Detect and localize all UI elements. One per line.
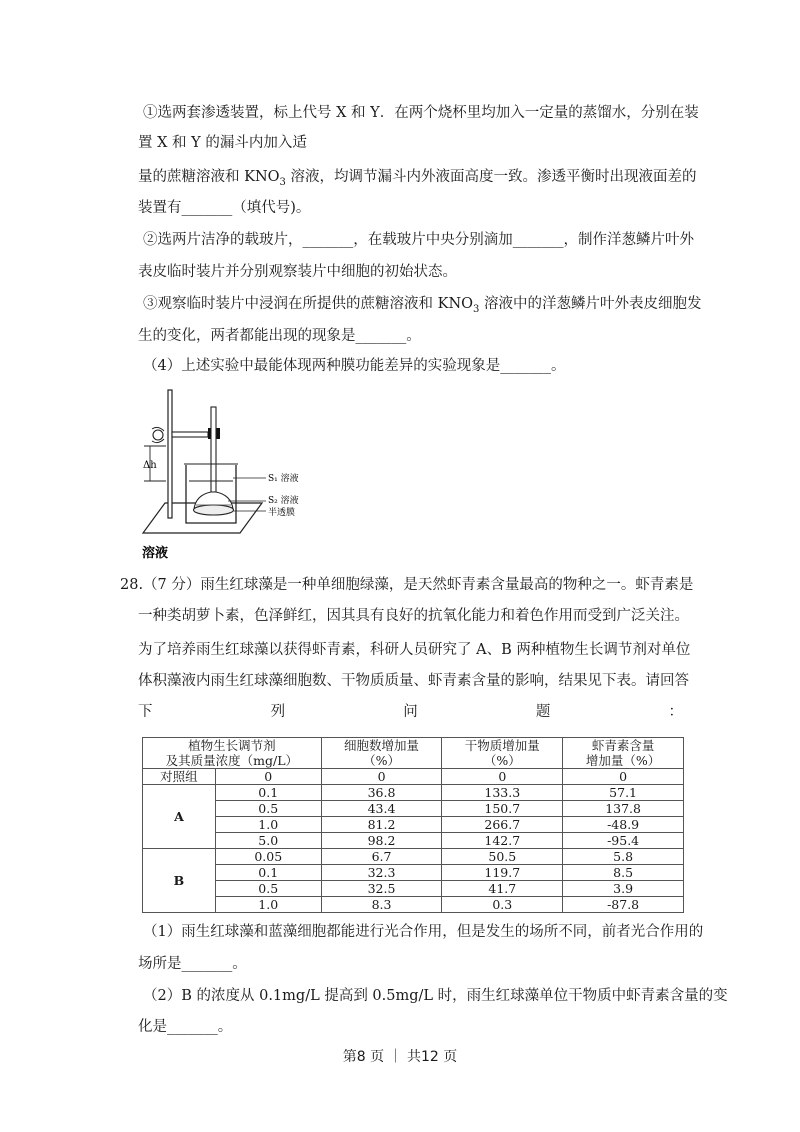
q28-word: 问 xyxy=(403,704,418,720)
q28-word: 列 xyxy=(270,704,286,720)
cell-dry: 133.3 xyxy=(442,785,563,801)
cell-astax: -48.9 xyxy=(563,817,684,833)
semipermeable-membrane xyxy=(194,505,234,515)
cell-astax: -95.4 xyxy=(563,833,684,849)
cell-conc: 1.0 xyxy=(215,817,321,833)
cell-cells: 8.3 xyxy=(321,897,442,913)
cell-astax: 0 xyxy=(563,769,684,785)
cell-cells: 6.7 xyxy=(321,849,442,865)
cell-conc: 0.05 xyxy=(215,849,321,865)
table-row xyxy=(143,897,684,913)
header-text: 干物质增加量 xyxy=(464,738,540,753)
table-row xyxy=(143,801,684,817)
step3-line1-post: 溶液中的洋葱鳞片叶外表皮细胞发 xyxy=(479,296,702,312)
step2-line1: ②选两片洁净的载玻片，_______，在载玻片中央分别滴加_______，制作洋葱鳞片叶外 xyxy=(143,232,694,248)
page-footer: 第8 页 ｜ 共12 页 xyxy=(342,1049,458,1065)
step1-line3 xyxy=(138,167,697,193)
header-regulator xyxy=(143,738,322,769)
cell-astax: 8.5 xyxy=(563,865,684,881)
step1-line2: 置 X 和 Y 的漏斗内加入适 xyxy=(138,135,307,151)
header-text: （%） xyxy=(483,753,521,768)
cell-cells: 0 xyxy=(321,769,442,785)
cell-cells: 81.2 xyxy=(321,817,442,833)
cell-conc: 0.1 xyxy=(215,865,321,881)
sub-question1-line1: （1）雨生红球藻和蓝藻细胞都能进行光合作用，但是发生的场所不同，前者光合作用的 xyxy=(143,924,704,940)
header-text: 及其质量浓度（mg/L） xyxy=(165,753,299,768)
table-row xyxy=(143,881,684,897)
step3-line2: 生的变化，两者都能出现的现象是_______。 xyxy=(138,328,421,344)
cell-conc: 5.0 xyxy=(215,833,321,849)
group-a-label: A xyxy=(143,785,216,849)
control-label: 对照组 xyxy=(143,769,216,785)
cell-cells: 43.4 xyxy=(321,801,442,817)
table-row xyxy=(143,849,684,865)
cell-conc: 0.1 xyxy=(215,785,321,801)
sub-question1-line2: 场所是_______。 xyxy=(138,956,247,972)
header-text: 细胞数增加量 xyxy=(344,738,420,753)
header-text: 虾青素含量 xyxy=(591,738,655,753)
q28-line2: 一种类胡萝卜素，色泽鲜红，因其具有良好的抗氧化能力和着色作用而受到广泛关注。 xyxy=(138,608,689,624)
cell-astax: 57.1 xyxy=(563,785,684,801)
cell-dry: 50.5 xyxy=(442,849,563,865)
table-row xyxy=(143,865,684,881)
header-astaxanthin xyxy=(563,738,684,769)
stand-pole xyxy=(168,390,172,518)
sub-question2-line1: （2）B 的浓度从 0.1mg/L 提高到 0.5mg/L 时，雨生红球藻单位干物质中虾青素含量的变 xyxy=(143,988,728,1004)
s1-label: S₁ 溶液 xyxy=(268,474,299,484)
kno3-subscript: 3 xyxy=(473,303,480,315)
results-table xyxy=(142,737,684,913)
cell-conc: 0.5 xyxy=(215,801,321,817)
table-header-row xyxy=(143,738,684,769)
cell-astax: 3.9 xyxy=(563,881,684,897)
table-row xyxy=(143,817,684,833)
cell-cells: 32.3 xyxy=(321,865,442,881)
q28-word: 题 xyxy=(535,704,551,720)
cell-cells: 32.5 xyxy=(321,881,442,897)
cell-astax: -87.8 xyxy=(563,897,684,913)
header-text: （%） xyxy=(363,753,400,768)
sub-question2-line2: 化是_______。 xyxy=(138,1019,233,1035)
clamp-screw xyxy=(153,430,163,440)
header-text: 植物生长调节剂 xyxy=(188,738,276,753)
q28-word: ： xyxy=(668,704,683,720)
table-row xyxy=(143,785,684,801)
q28-line3: 为了培养雨生红球藻以获得虾青素，科研人员研究了 A、B 两种植物生长调节剂对单位 xyxy=(138,642,691,658)
header-dry-mass xyxy=(442,738,563,769)
cell-conc: 0 xyxy=(215,769,321,785)
clamp-arm xyxy=(172,432,208,437)
step1-line4: 装置有_______（填代号)。 xyxy=(138,200,311,216)
step3-line1 xyxy=(143,294,702,320)
cell-astax: 5.8 xyxy=(563,849,684,865)
osmosis-apparatus-figure xyxy=(140,385,330,565)
cell-dry: 41.7 xyxy=(442,881,563,897)
cell-conc: 0.5 xyxy=(215,881,321,897)
table-row xyxy=(143,769,684,785)
q28-word: 下 xyxy=(138,704,153,720)
q28-line5 xyxy=(138,702,683,722)
q28-line1: 28.（7 分）雨生红球藻是一种单细胞绿藻，是天然虾青素含量最高的物种之一。虾青素是 xyxy=(120,577,694,593)
q28-line4: 体积藻液内雨生红球藻细胞数、干物质质量、虾青素含量的影响，结果见下表。请回答 xyxy=(138,673,689,689)
dh-label: Δh xyxy=(143,460,157,471)
cell-dry: 0.3 xyxy=(442,897,563,913)
cell-astax: 137.8 xyxy=(563,801,684,817)
step1-line3-post: 溶液，均调节漏斗内外液面高度一致。渗透平衡时出现液面差的 xyxy=(285,169,697,185)
cell-dry: 0 xyxy=(442,769,563,785)
cell-cells: 36.8 xyxy=(321,785,442,801)
cell-cells: 98.2 xyxy=(321,833,442,849)
membrane-label: 半透膜 xyxy=(268,508,296,518)
step3-line1-pre: ③观察临时装片中浸润在所提供的蔗糖溶液和 KNO xyxy=(143,296,474,312)
header-cells xyxy=(321,738,442,769)
group-b-label: B xyxy=(143,849,216,913)
cell-dry: 150.7 xyxy=(442,801,563,817)
figure-caption: 溶液 xyxy=(142,546,169,561)
cell-dry: 266.7 xyxy=(442,817,563,833)
step1-line3-pre: 量的蔗糖溶液和 KNO xyxy=(138,169,280,185)
step2-line2: 表皮临时装片并分别观察装片中细胞的初始状态。 xyxy=(138,264,457,280)
cell-conc: 1.0 xyxy=(215,897,321,913)
table-row xyxy=(143,833,684,849)
cell-dry: 119.7 xyxy=(442,865,563,881)
s2-label: S₂ 溶液 xyxy=(268,496,299,506)
step1-line1: ①选两套渗透装置，标上代号 X 和 Y．在两个烧杯里均加入一定量的蒸馏水，分别在装 xyxy=(143,105,699,121)
kno3-subscript: 3 xyxy=(279,176,286,188)
question4: （4）上述实验中最能体现两种膜功能差异的实验现象是_______。 xyxy=(143,358,566,374)
header-text: 增加量（%） xyxy=(585,753,661,768)
funnel-tube xyxy=(211,407,216,492)
cell-dry: 142.7 xyxy=(442,833,563,849)
